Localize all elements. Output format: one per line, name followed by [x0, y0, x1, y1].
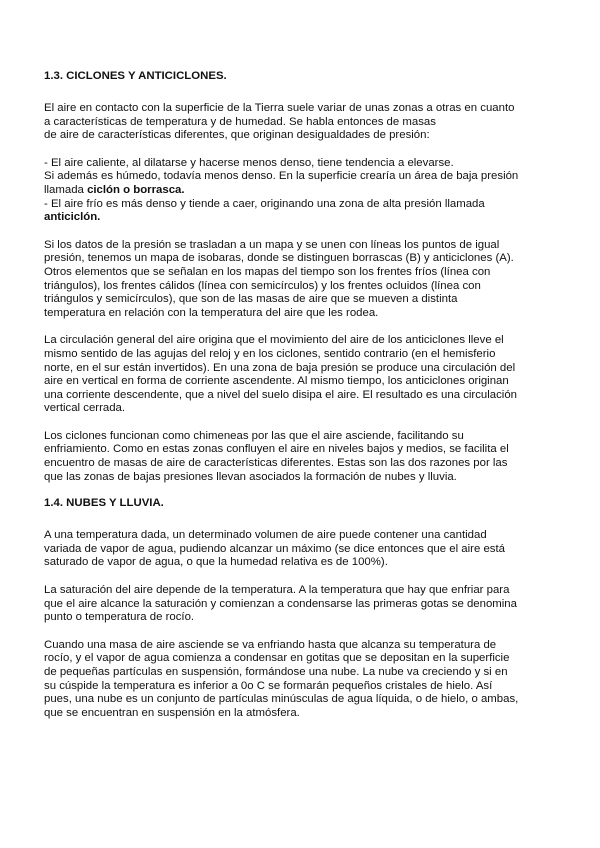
- paragraph-isobaras: Si los datos de la presión se trasladan a un mapa y se unen con líneas los puntos de igual presión, tenemos un mapa de isobaras, donde se distinguen borrascas (B) y anticiclones (A). Otros elementos que se señalan en los mapas del tiempo son los frentes fríos (línea con triángulos), los frentes cálidos (línea con semicírculos) y los frentes ocluidos (línea con triángulos y semicírculos), que son de las masas de aire que se mueven a distinta temperatura en relación con la temperatura del aire que les rodea.: [44, 238, 514, 319]
- paragraph-chimeneas: Los ciclones funcionan como chimeneas por las que el aire asciende, facilitando su enfriamiento. Como en estas zonas confluyen el aire en niveles bajos y medios, se facilita el encuentro de masas de aire de características diferentes. Estas son las dos razones por las que las zonas de bajas presiones llevan asociados la formación de nubes y lluvia.: [44, 429, 509, 483]
- bullet-aire-caliente: [44, 157, 564, 198]
- bullet-aire-caliente-text: - El aire caliente, al dilatarse y hacerse menos denso, tiene tendencia a elevarse. Si además es húmedo, todavía menos denso. En la superficie crearía un área de baja presión llamada: [44, 156, 519, 196]
- paragraph-circulacion: La circulación general del aire origina que el movimiento del aire de los anticiclones lleve el mismo sentido de las agujas del reloj y en los ciclones, sentido contrario (en el hemisferio norte, en el sur están invertidos). En una zona de baja presión se produce una circulación del aire en vertical en forma de corriente ascendente. Al mismo tiempo, los anticiclones originan una corriente descendente, que a nivel del suelo disipa el aire. El resultado es una circulación vertical cerrada.: [44, 334, 518, 415]
- bullet-aire-frio-text: - El aire frío es más denso y tiende a caer, originando una zona de alta presión llamada: [44, 197, 485, 210]
- section-heading-ciclones: 1.3. CICLONES Y ANTICICLONES.: [44, 70, 227, 82]
- paragraph-saturacion: La saturación del aire depende de la temperatura. A la temperatura que hay que enfriar para que el aire alcance la saturación y comienzan a condensarse las primeras gotas se denomina punto o temperatura de rocío.: [44, 584, 517, 624]
- term-ciclon: ciclón o borrasca.: [87, 183, 185, 196]
- paragraph-vapor: A una temperatura dada, un determinado volumen de aire puede contener una cantidad variada de vapor de agua, pudiendo alcanzar un máximo (se dice entonces que el aire está saturado de vapor de agua, o que la humedad relativa es de 100%).: [44, 529, 505, 569]
- paragraph-nube: Cuando una masa de aire asciende se va enfriando hasta que alcanza su temperatura de rocío, y el vapor de agua comienza a condensar en gotitas que se depositan en la superficie de pequeñas partículas en suspensión, formándose una nube. La nube va creciendo y si en su cúspide la temperatura es inferior a 0o C se formarán pequeños cristales de hielo. Así pues, una nube es un conjunto de partículas minúsculas de agua líquida, o de hielo, o ambas, que se encuentran en suspensión en la atmósfera.: [44, 638, 519, 719]
- paragraph-intro: El aire en contacto con la superficie de la Tierra suele variar de unas zonas a otras en cuanto a características de temperatura y de humedad. Se habla entonces de masas de aire de características diferentes, que originan desigualdades de presión:: [44, 102, 515, 142]
- section-heading-nubes: 1.4. NUBES Y LLUVIA.: [44, 497, 164, 510]
- term-anticiclon: anticiclón.: [44, 211, 101, 224]
- document-page: [44, 70, 564, 720]
- bullet-aire-frio: [44, 198, 564, 225]
